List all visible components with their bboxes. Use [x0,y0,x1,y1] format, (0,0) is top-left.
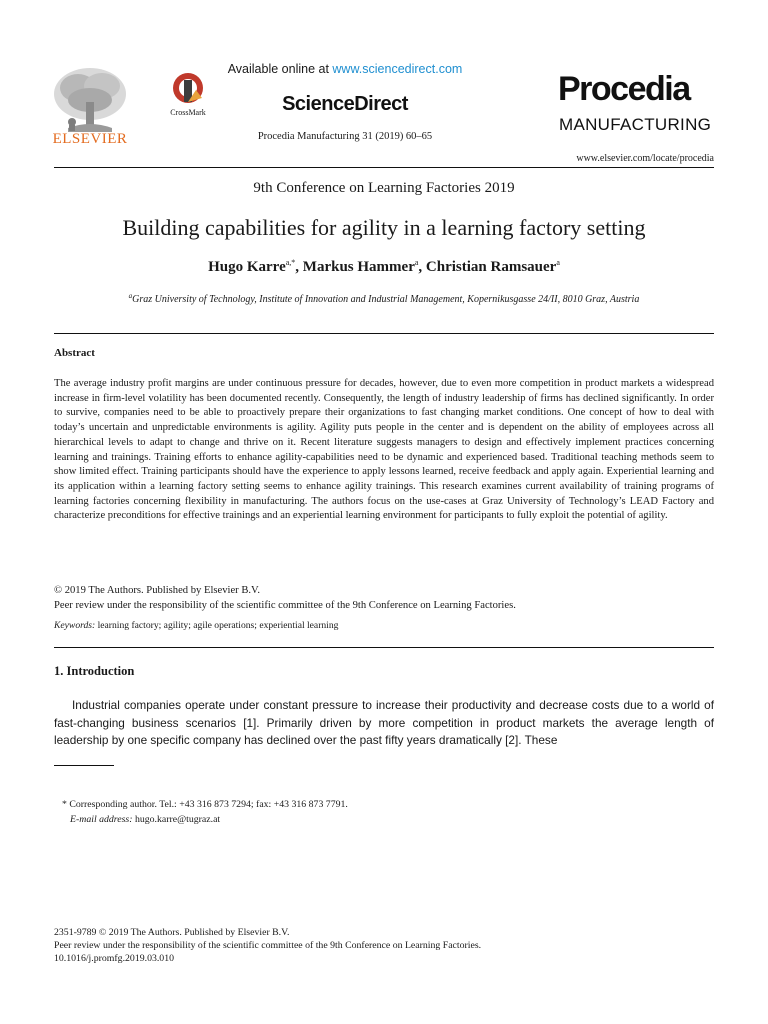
abstract-copyright: © 2019 The Authors. Published by Elsevier B.V. [54,585,260,596]
sciencedirect-link[interactable]: www.sciencedirect.com [332,62,463,76]
author-name: Christian Ramsauer [425,259,557,275]
corresponding-author-footnote: * Corresponding author. Tel.: +43 316 873 7294; fax: +43 316 873 7791. [62,799,348,810]
elsevier-wordmark[interactable]: ELSEVIER [52,131,128,147]
introduction-heading: 1. Introduction [54,664,135,678]
email-label: E-mail address: [70,814,133,825]
conference-name: 9th Conference on Learning Factories 2019 [253,180,515,196]
affiliation-sup: a [128,292,133,300]
crossmark-label: CrossMark [170,108,206,117]
sciencedirect-brand[interactable]: ScienceDirect [282,93,408,115]
author-list [0,258,768,276]
doi-link[interactable]: 10.1016/j.promfg.2019.03.010 [54,953,175,964]
available-prefix: Available online at [227,62,329,76]
journal-citation: Procedia Manufacturing 31 (2019) 60–65 [257,131,433,142]
abstract-heading: Abstract [54,347,95,359]
journal-homepage-link[interactable]: www.elsevier.com/locate/procedia [576,153,714,164]
abstract-text: The average industry profit margins are under continuous pressure for decades, however, due to even more competition in product markets a widespread increase in firm-level volatility has been documented recently. Consequently, the length of industry leadership of firms has declined significantly. In order to survive, companies need to be able to proactively prepare their organizations to fast changing market conditions. One concept of how to deal with today’s uncertain and unpredictable environments is agility. Agility puts people in the center and is dependent on the ability of employees across all hierarchical levels to adapt to change and thrive on it. Recent literature suggests managers to design and effectively implement practices concerning learning and trainings. Training efforts to enhance agility-capabilities need to be dynamic and experienced based. Traditional teaching methods seem to show limited effect. Training participants should have the experience to apply lessons learned, receive feedback and apply again. Experiential learning and its application within a learning factory setting seems to enhance agility trainings. This research examines current availability of training programs of learning factories concerning flexibility in manufacturing. The authors focus on the use-cases at Graz University of Technology’s LEAD Factory and characterize preconditions for effective trainings and an experiential learning environment for participants to fully exploit the potential of agility. [54,378,714,522]
affiliation [0,292,768,305]
header-rule [54,167,714,168]
keywords [54,620,714,631]
keywords-list: learning factory; agility; agile operations; experiential learning [97,620,339,631]
abstract-bottom-rule [54,647,714,648]
author-sup: a [556,258,560,267]
issn-line: 2351-9789 © 2019 The Authors. Published by Elsevier B.V. [54,927,290,938]
bottom-peer-review: Peer review under the responsibility of the scientific committee of the 9th Conference on Learning Factories. [54,940,482,951]
abstract-peer-review: Peer review under the responsibility of the scientific committee of the 9th Conference on Learning Factories. [54,599,516,611]
author-sup: a [414,258,419,267]
author-name: Markus Hammer [302,259,415,275]
procedia-logo-title[interactable]: Procedia [558,70,690,108]
footnote-rule [54,765,114,766]
email-address[interactable]: hugo.karre@tugraz.at [134,814,221,825]
available-online [180,62,510,76]
email-footnote [70,814,220,825]
procedia-logo-subtitle: MANUFACTURING [559,115,712,134]
author-sup: a,* [285,258,296,267]
affiliation-text: Graz University of Technology, Institute of Innovation and Industrial Management, Kopernikusgasse 24/II, 8010 Graz, Austria [132,294,640,305]
author-sep: , [295,259,303,275]
author-name: Hugo Karre [208,259,286,275]
author-sep: , [418,259,426,275]
paper-title: Building capabilities for agility in a learning factory setting [122,215,646,240]
bottom-block [54,926,714,965]
abstract-top-rule [54,333,714,334]
keywords-label: Keywords: [54,620,96,631]
introduction-text: Industrial companies operate under constant pressure to increase their productivity and decrease costs due to a world of fast-changing business scenarios [1]. Primarily driven by more competition in product markets the average length of leadership by one specific company has declined over the past fifty years dramatically [2]. These [54,698,714,747]
copyright-block [54,584,714,613]
